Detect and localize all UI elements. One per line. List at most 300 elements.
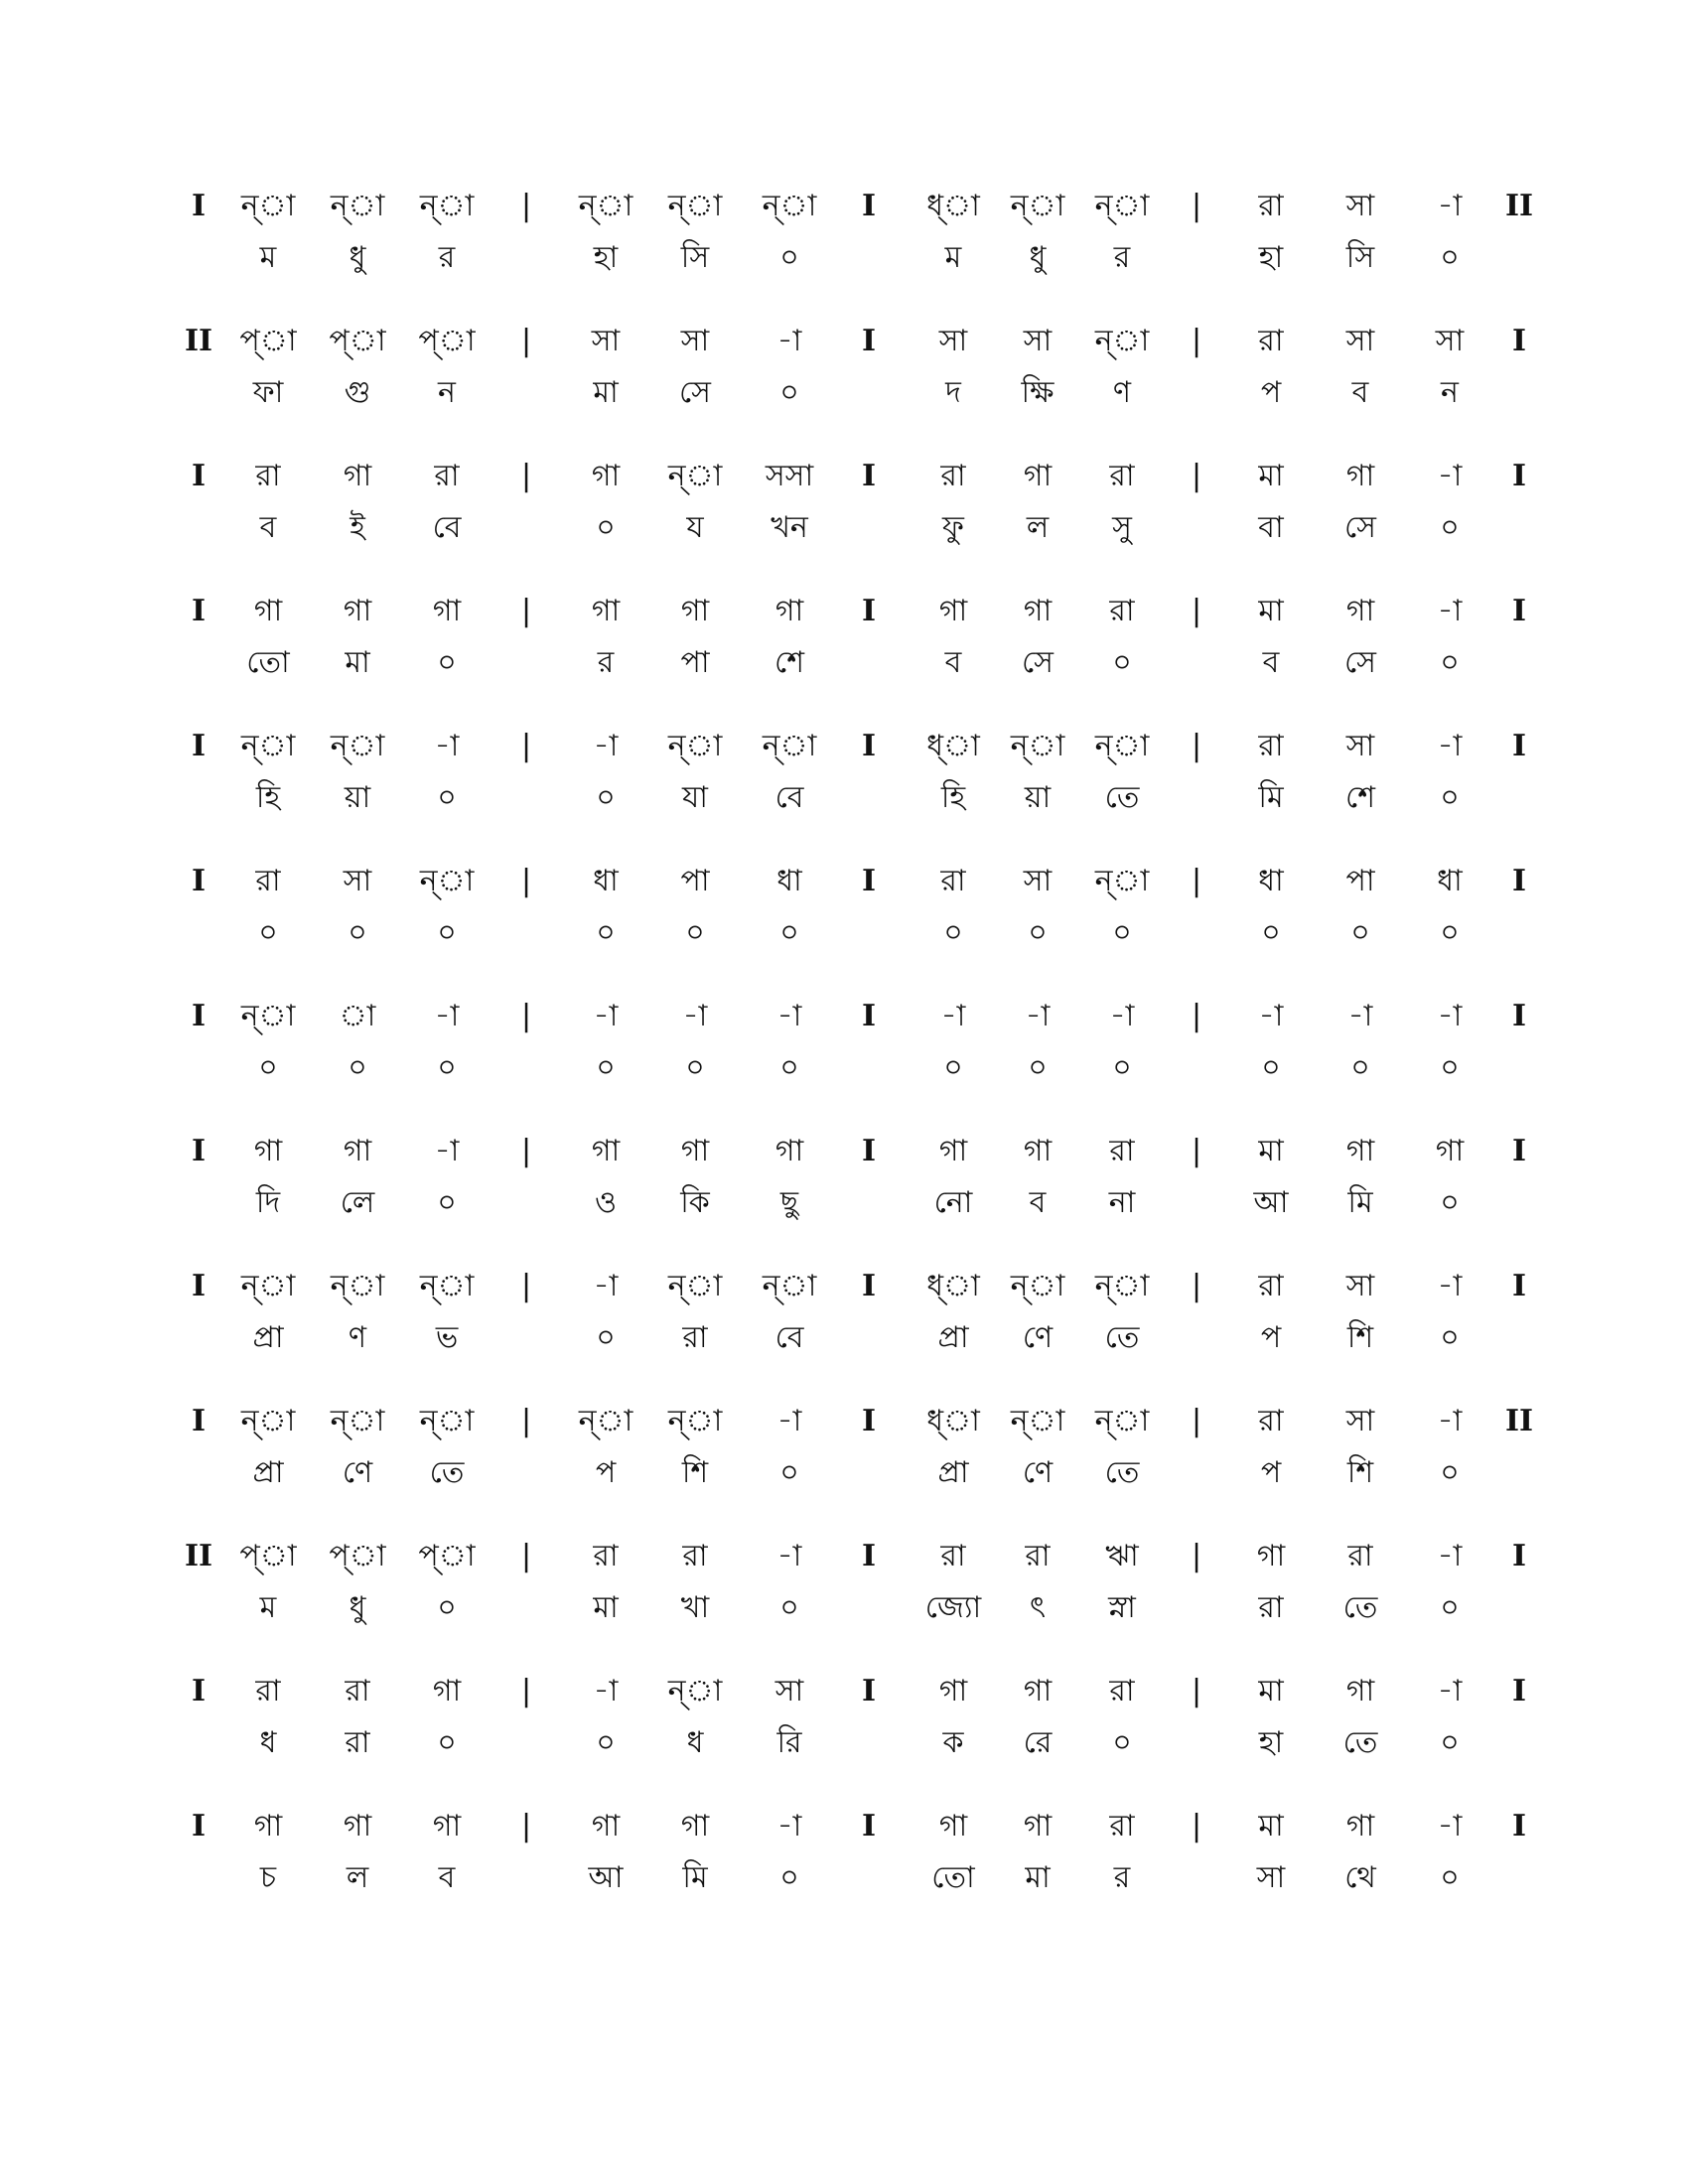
swara-note: গা [591,1134,621,1168]
swara-note: গা [1345,594,1375,628]
swara-note: -া [1437,594,1463,628]
barline-close: I [1511,324,1527,358]
swara-note: -া [1025,999,1051,1033]
swara-note: রা [1109,1809,1135,1843]
lyric-syllable: রা [1258,1590,1284,1625]
lyric-syllable: ০ [779,1590,799,1625]
lyric-syllable: র [597,645,615,680]
lyric-syllable: মি [1258,780,1284,815]
lyric-syllable: তো [246,645,290,680]
lyric-syllable: ৎ [1029,1590,1047,1625]
lyric-syllable: মি [682,1860,708,1895]
swara-note: ন্া [330,729,385,763]
swara-note: ন্া [762,1269,817,1303]
lyric-syllable: ০ [437,645,457,680]
lyric-syllable: গু [344,375,371,410]
beat-divider: | [520,1404,532,1438]
lyric-syllable: ভ [435,1320,459,1355]
barline: I [861,1674,877,1708]
lyric-syllable: ব [944,645,962,680]
lyric-syllable: তে [1104,1320,1140,1355]
swara-note: রা [1258,189,1284,223]
swara-note: রা [1109,1134,1135,1168]
lyric-syllable: ম [259,1590,277,1625]
lyric-syllable: ০ [437,915,457,950]
swara-note: গা [1023,1674,1053,1708]
lyric-syllable: তে [1104,1455,1140,1490]
swara-note: সা [1345,1269,1375,1303]
lyric-syllable: বে [432,510,462,545]
lyric-syllable: সি [1345,240,1375,275]
swara-note: গা [1023,1134,1053,1168]
barline-open: I [191,1269,207,1303]
swara-note: গা [938,594,968,628]
swara-note: ধ্া [926,729,980,763]
notation-row [0,1267,1688,1376]
lyric-syllable: ০ [596,915,616,950]
lyric-syllable: হি [255,780,281,815]
lyric-syllable: তে [1342,1590,1378,1625]
swara-note: ন্া [1094,324,1150,358]
barline-open: II [184,1539,213,1573]
swara-note: গা [680,594,710,628]
lyric-syllable: ক্ষি [1021,375,1055,410]
barline-close: I [1511,1134,1527,1168]
lyric-syllable: তো [931,1860,975,1895]
swara-note: গা [1345,459,1375,493]
lyric-syllable: চ [259,1860,277,1895]
lyric-syllable: আ [588,1860,624,1895]
swara-note: ন্া [330,189,385,223]
lyric-syllable: ণে [1022,1455,1054,1490]
lyric-syllable: ধু [349,240,366,275]
lyric-syllable: লে [340,1185,375,1220]
swara-note: গা [591,1809,621,1843]
barline-open: I [191,1674,207,1708]
lyric-syllable: তে [1104,780,1140,815]
beat-divider: | [1191,1269,1202,1303]
swara-note: -া [1437,1539,1463,1573]
lyric-syllable: রা [682,1320,708,1355]
barline: I [861,324,877,358]
swara-note: -া [1347,999,1373,1033]
lyric-syllable: প [1260,1320,1282,1355]
lyric-syllable: র [1113,1860,1131,1895]
swara-note: -া [593,999,619,1033]
swara-note: রা [255,864,281,898]
barline-close: I [1511,729,1527,763]
barline-open: I [191,1404,207,1438]
barline-close: II [1504,189,1534,223]
lyric-syllable: মি [1347,1185,1373,1220]
swara-note: -া [776,1539,802,1573]
swara-note: গা [680,1809,710,1843]
barline-close: I [1511,1809,1527,1843]
swara-note: -া [776,999,802,1033]
lyric-syllable: য়া [344,780,371,815]
lyric-syllable: ণ [1112,375,1132,410]
lyric-syllable: সে [1022,645,1054,680]
lyric-syllable: ০ [258,915,278,950]
swara-note: -া [1437,999,1463,1033]
lyric-syllable: রা [345,1725,370,1760]
swara-note: ধা [1437,864,1463,898]
swara-note: গা [432,594,462,628]
lyric-syllable: ব [1262,645,1280,680]
lyric-syllable: ণে [342,1455,373,1490]
lyric-syllable: ব [1351,375,1369,410]
swara-note: সা [591,324,621,358]
swara-note: গা [253,1809,283,1843]
lyric-syllable: ০ [596,1725,616,1760]
lyric-syllable: য [686,510,704,545]
lyric-syllable: ০ [1112,1725,1132,1760]
swara-note: গা [432,1674,462,1708]
swara-note: -া [940,999,966,1033]
swara-note: ধা [1258,864,1284,898]
swara-note: সসা [765,459,814,493]
beat-divider: | [520,1134,532,1168]
notation-row [0,997,1688,1106]
swara-note: সা [1345,324,1375,358]
swara-note: রা [1109,459,1135,493]
swara-note: ন্া [1094,729,1150,763]
beat-divider: | [520,864,532,898]
notation-row [0,1807,1688,1916]
lyric-syllable: বে [774,1320,804,1355]
swara-note: ন্া [419,864,475,898]
swara-note: ন্া [1094,189,1150,223]
swara-note: -া [1437,729,1463,763]
lyric-syllable: শি [1346,1320,1374,1355]
lyric-syllable: ০ [1261,915,1281,950]
swara-note: গা [253,1134,283,1168]
swara-note: ন্া [578,1404,633,1438]
swara-note: ন্া [1010,1404,1065,1438]
swara-note: প্া [418,1539,476,1573]
swara-note: ন্া [1010,1269,1065,1303]
swara-note: রা [1258,1404,1284,1438]
swara-note: ন্া [762,189,817,223]
lyric-syllable: ০ [1440,780,1460,815]
lyric-syllable: ০ [437,1590,457,1625]
lyric-syllable: ০ [596,1050,616,1085]
swara-note: গা [343,1134,372,1168]
notation-row [0,187,1688,296]
lyric-syllable: সে [1344,510,1376,545]
beat-divider: | [520,459,532,493]
barline: I [861,864,877,898]
swara-note: গা [591,459,621,493]
lyric-syllable: সে [1344,645,1376,680]
lyric-syllable: মা [593,1590,619,1625]
swara-note: -া [434,1134,460,1168]
swara-note: ন্া [667,1269,723,1303]
lyric-syllable: ০ [258,1050,278,1085]
swara-note: ন্া [240,189,296,223]
barline: I [861,189,877,223]
lyric-syllable: ০ [1112,1050,1132,1085]
lyric-syllable: থে [1344,1860,1376,1895]
beat-divider: | [1191,594,1202,628]
lyric-syllable: ০ [596,510,616,545]
swara-note: রা [593,1539,619,1573]
swara-note: -া [593,1269,619,1303]
swara-note: গা [774,594,804,628]
swara-note: ন্া [330,1269,385,1303]
barline-open: I [191,459,207,493]
lyric-syllable: ব [438,1860,456,1895]
lyric-syllable: ০ [1440,1590,1460,1625]
lyric-syllable: খন [771,510,808,545]
lyric-syllable: শি [681,1455,709,1490]
lyric-syllable: হি [940,780,966,815]
lyric-syllable: দি [255,1185,281,1220]
notation-row [0,1402,1688,1511]
swara-note: ন্া [667,189,723,223]
lyric-syllable: ০ [437,1725,457,1760]
swara-note: গা [938,1134,968,1168]
lyric-syllable: ০ [1028,1050,1048,1085]
swara-note: রা [1258,729,1284,763]
swara-note: মা [1258,594,1284,628]
barline-open: I [191,1809,207,1843]
beat-divider: | [1191,324,1202,358]
barline: I [861,594,877,628]
lyric-syllable: স্না [1108,1590,1136,1625]
lyric-syllable: যা [682,780,708,815]
lyric-syllable: ল [1026,510,1050,545]
swara-note: -া [776,1809,802,1843]
swara-note: ঋা [1105,1539,1139,1573]
swara-note: মা [1258,459,1284,493]
swara-note: ন্া [1094,864,1150,898]
beat-divider: | [1191,1539,1202,1573]
swara-note: গা [591,594,621,628]
swara-note: ন্া [667,1674,723,1708]
lyric-syllable: প [595,1455,617,1490]
swara-note: প্া [239,1539,297,1573]
barline-open: I [191,189,207,223]
lyric-syllable: ০ [1440,1050,1460,1085]
beat-divider: | [520,189,532,223]
lyric-syllable: ০ [1350,1050,1370,1085]
swara-note: -া [1437,1809,1463,1843]
swara-note: -া [434,999,460,1033]
swara-note: -া [682,999,708,1033]
barline-close: I [1511,1269,1527,1303]
swara-note: গা [343,594,372,628]
swara-note: রা [434,459,460,493]
lyric-syllable: ধু [349,1590,366,1625]
swara-note: প্া [329,1539,386,1573]
lyric-syllable: ০ [1261,1050,1281,1085]
lyric-syllable: সা [1256,1860,1286,1895]
swara-note: গা [1345,1134,1375,1168]
notation-row [0,1672,1688,1781]
lyric-syllable: ০ [1440,1185,1460,1220]
swara-note: সা [1345,1404,1375,1438]
lyric-syllable: ০ [1440,1455,1460,1490]
swara-note: ন্া [667,729,723,763]
swara-note: সা [343,864,372,898]
lyric-syllable: প [1260,375,1282,410]
swara-note: -া [776,324,802,358]
swara-note: ধ্া [926,1404,980,1438]
lyric-syllable: কি [680,1185,710,1220]
swara-note: প্া [418,324,476,358]
lyric-syllable: ই [350,510,365,545]
lyric-syllable: নো [933,1185,973,1220]
swara-note: সা [1023,324,1053,358]
lyric-syllable: ০ [348,1050,367,1085]
barline-open: I [191,1134,207,1168]
lyric-syllable: ০ [1350,915,1370,950]
swara-note: সা [774,1674,804,1708]
beat-divider: | [520,324,532,358]
swara-note: ধ্া [926,189,980,223]
swara-note: পা [1345,864,1375,898]
swara-note: রা [1025,1539,1051,1573]
lyric-syllable: জ্যো [924,1590,982,1625]
lyric-syllable: ০ [437,780,457,815]
notation-row [0,1537,1688,1646]
barline: I [861,1404,877,1438]
notation-row [0,457,1688,566]
lyric-syllable: ০ [943,1050,963,1085]
swara-note: া [339,999,376,1033]
lyric-syllable: ০ [437,1185,457,1220]
swara-note: ন্া [240,729,296,763]
beat-divider: | [1191,864,1202,898]
lyric-syllable: ছু [779,1185,799,1220]
lyric-syllable: ধু [1029,240,1047,275]
lyric-syllable: ০ [779,240,799,275]
lyric-syllable: ন [438,375,456,410]
swara-note: ন্া [330,1404,385,1438]
lyric-syllable: ও [594,1185,618,1220]
swara-note: গা [1435,1134,1465,1168]
swara-note: মা [1258,1809,1284,1843]
lyric-syllable: য়া [1024,780,1052,815]
lyric-syllable: বে [774,780,804,815]
barline-close: I [1511,864,1527,898]
swara-note: ন্া [1094,1269,1150,1303]
lyric-syllable: ব [1029,1185,1047,1220]
swara-note: গা [680,1134,710,1168]
lyric-syllable: সে [679,375,711,410]
beat-divider: | [1191,189,1202,223]
lyric-syllable: হা [593,240,619,275]
swara-note: -া [1437,459,1463,493]
swara-note: রা [345,1674,370,1708]
lyric-syllable: ০ [943,915,963,950]
barline: I [861,459,877,493]
swara-note: রা [682,1539,708,1573]
swara-note: ন্া [667,459,723,493]
beat-divider: | [520,1539,532,1573]
swara-note: ন্া [419,1269,475,1303]
swara-note: ন্া [1010,189,1065,223]
lyric-syllable: দ [945,375,961,410]
swara-note: গা [938,1674,968,1708]
barline: I [861,999,877,1033]
lyric-syllable: ০ [1440,915,1460,950]
barline-close: I [1511,999,1527,1033]
lyric-syllable: ন [1441,375,1459,410]
swara-note: গা [432,1809,462,1843]
lyric-syllable: র [1113,240,1131,275]
lyric-syllable: হা [1258,1725,1284,1760]
lyric-syllable: রে [1023,1725,1053,1760]
lyric-syllable: ব [259,510,277,545]
notation-row [0,322,1688,431]
lyric-syllable: মা [593,375,619,410]
lyric-syllable: ল [346,1860,369,1895]
lyric-syllable: ০ [348,915,367,950]
lyric-syllable: আ [1253,1185,1289,1220]
swara-note: -া [434,729,460,763]
swara-note: রা [1258,324,1284,358]
lyric-syllable: ০ [779,1455,799,1490]
lyric-syllable: ম [259,240,277,275]
barline-close: I [1511,459,1527,493]
beat-divider: | [520,594,532,628]
swara-note: রা [1258,1269,1284,1303]
swara-note: রা [940,864,966,898]
beat-divider: | [1191,459,1202,493]
lyric-syllable: ০ [779,1860,799,1895]
beat-divider: | [1191,999,1202,1033]
lyric-syllable: ০ [779,1050,799,1085]
notation-row [0,1132,1688,1241]
swara-note: ন্া [578,189,633,223]
swara-note: ন্া [419,189,475,223]
barline-open: I [191,999,207,1033]
lyric-syllable: প্রা [937,1320,969,1355]
swara-note: গা [1345,1809,1375,1843]
lyric-syllable: ০ [779,915,799,950]
lyric-syllable: মা [345,645,370,680]
swara-note: সা [1345,729,1375,763]
beat-divider: | [520,729,532,763]
barline-open: I [191,729,207,763]
barline: I [861,1134,877,1168]
swara-note: -া [776,1404,802,1438]
lyric-syllable: ০ [1112,645,1132,680]
lyric-syllable: ০ [779,375,799,410]
swara-note: প্া [329,324,386,358]
lyric-syllable: তে [429,1455,465,1490]
lyric-syllable: রি [776,1725,802,1760]
swara-note: গা [343,459,372,493]
lyric-syllable: ফা [252,375,284,410]
swara-note: ধা [776,864,802,898]
lyric-syllable: ফু [942,510,964,545]
swara-note: সা [1435,324,1465,358]
swara-note: রা [1109,1674,1135,1708]
swara-note: -া [1437,1269,1463,1303]
lyric-syllable: ০ [596,1320,616,1355]
lyric-syllable: ০ [685,915,705,950]
swara-note: ন্া [240,1269,296,1303]
lyric-syllable: ধ [259,1725,277,1760]
notation-row [0,727,1688,836]
beat-divider: | [1191,1809,1202,1843]
swara-note: গা [1345,1674,1375,1708]
swara-note: মা [1258,1134,1284,1168]
lyric-syllable: হা [1258,240,1284,275]
